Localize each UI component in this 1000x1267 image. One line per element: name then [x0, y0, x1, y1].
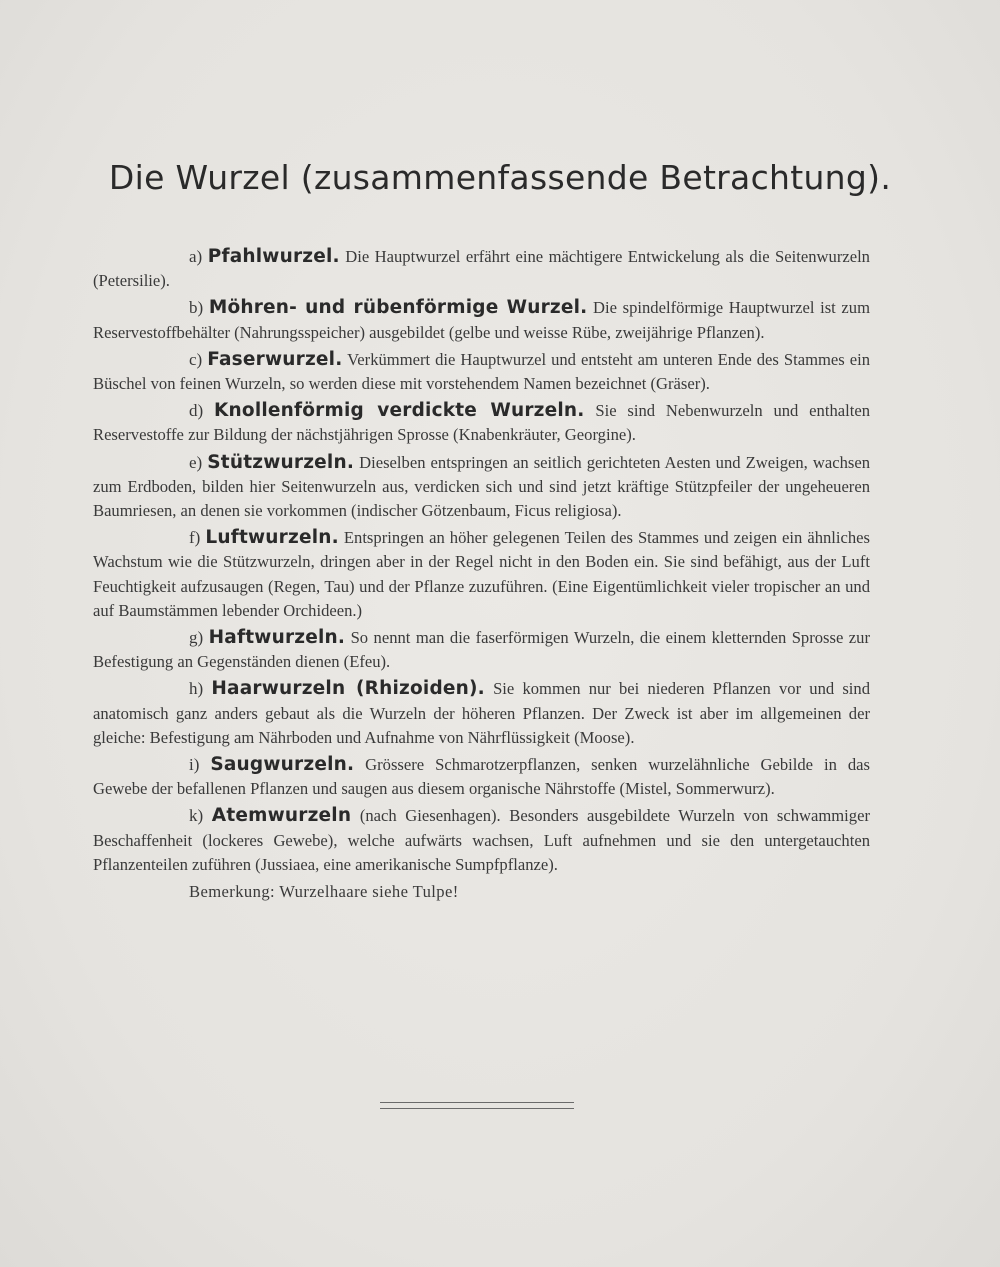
entry-letter: e): [189, 452, 203, 472]
entry-atemwurzeln: [93, 804, 870, 877]
entry-text: (nach Giesenhagen). Besonders ausgebildete Wurzeln von schwammiger Beschaffenheit (lockeres Gewebe), welche aufwärts wachsen, Luft aufnehmen und sie den untergetauchten Pflanzenteilen zuführen (Jussiaea, eine amerikanische Sumpfpflanze).: [93, 806, 870, 874]
entry-text: Entspringen an höher gelegenen Teilen des Stammes und zeigen ein ähnliches Wachstum wie die Stützwurzeln, dringen aber in der Regel nicht in den Boden ein. Sie sind befähigt, aus der Luft Feuchtigkeit aufzusaugen (Regen, Tau) und der Pflanze zuzuführen. (Eine Eigentümlichkeit vieler tropischer an und auf Baumstämmen lebender Orchideen.): [93, 528, 871, 620]
entry-stuetzwurzeln: [93, 451, 870, 524]
entry-term: Atemwurzeln: [211, 805, 352, 827]
entry-text: Sie sind Nebenwurzeln und enthalten Reservestoffe zur Bildung der nächstjährigen Sprosse (Knabenkräuter, Georgine).: [93, 401, 870, 445]
entry-term: Haarwurzeln (Rhizoiden).: [211, 678, 485, 700]
entry-letter: h): [189, 679, 204, 699]
entry-term: Luftwurzeln.: [205, 527, 339, 549]
entry-moehren-wurzel: [93, 296, 870, 344]
entry-term: Faserwurzel.: [207, 348, 343, 370]
entry-letter: a): [189, 247, 203, 266]
entry-text: Sie kommen nur bei niederen Pflanzen vor und sind anatomisch ganz anders gebaut als die Wurzeln der höheren Pflanzen. Der Zweck ist aber im allgemeinen der gleiche: Befestigung am Nährboden und Aufnahme von Nährflüssigkeit (Moose).: [93, 679, 871, 747]
closing-double-rule: [380, 1102, 574, 1109]
entry-letter: k): [189, 806, 204, 826]
entry-text: Verkümmert die Hauptwurzel und entsteht am unteren Ende des Stammes ein Büschel von feinen Wurzeln, so werden diese mit vorstehendem Namen bezeichnet (Gräser).: [93, 349, 870, 394]
entry-haarwurzeln: [93, 677, 870, 750]
entry-haftwurzeln: [93, 626, 870, 674]
entry-letter: i): [189, 755, 200, 775]
entry-term: Haftwurzeln.: [208, 627, 346, 649]
entry-term: Knollenförmig verdickte Wurzeln.: [214, 400, 585, 422]
entry-letter: f): [189, 528, 201, 548]
document-body: [93, 245, 870, 904]
entry-text: Dieselben entspringen an seitlich gerichteten Aesten und Zweigen, wachsen zum Erdboden, bilden hier Seitenwurzeln aus, verdicken sich und sind jetzt kräftige Stützpfeiler der ungeheueren Baumriesen, an denen sie vorkommen (indischer Götzenbaum, Ficus religiosa).: [93, 452, 871, 521]
entry-letter: c): [189, 349, 203, 369]
entry-term: Pfahlwurzel.: [207, 246, 340, 267]
entry-term: Saugwurzeln.: [210, 754, 355, 776]
entry-saugwurzeln: [93, 753, 870, 801]
entry-term: Stützwurzeln.: [207, 451, 355, 473]
entry-knollen-wurzeln: [93, 399, 870, 447]
entry-pfahlwurzel: [93, 245, 870, 293]
entry-text: Grössere Schmarotzerpflanzen, senken wurzelähnliche Gebilde in das Gewebe der befallenen Pflanzen und saugen aus diesem organische Nährstoffe (Mistel, Sommerwurz).: [93, 755, 870, 799]
page-title: Die Wurzel (zusammenfassende Betrachtung).: [108, 158, 892, 197]
entry-luftwurzeln: [93, 526, 870, 623]
entry-text: So nennt man die faserförmigen Wurzeln, die einem kletternden Sprosse zur Befestigung an Gegenständen dienen (Efeu).: [93, 628, 870, 672]
entry-text: Die Hauptwurzel erfährt eine mächtigere Entwickelung als die Seitenwurzeln (Petersilie).: [93, 247, 870, 291]
entry-text: Die spindelförmige Hauptwurzel ist zum Reservestoffbehälter (Nahrungsspeicher) ausgebildet (gelbe und weisse Rübe, zweijährige Pflanzen).: [93, 298, 870, 342]
entry-faserwurzel: [93, 348, 870, 396]
entry-letter: b): [189, 298, 204, 318]
entry-letter: d): [189, 401, 204, 421]
remark-note: Bemerkung: Wurzelhaare siehe Tulpe!: [189, 882, 459, 902]
entry-term: Möhren- und rübenförmige Wurzel.: [208, 297, 588, 319]
entry-letter: g): [189, 628, 204, 648]
